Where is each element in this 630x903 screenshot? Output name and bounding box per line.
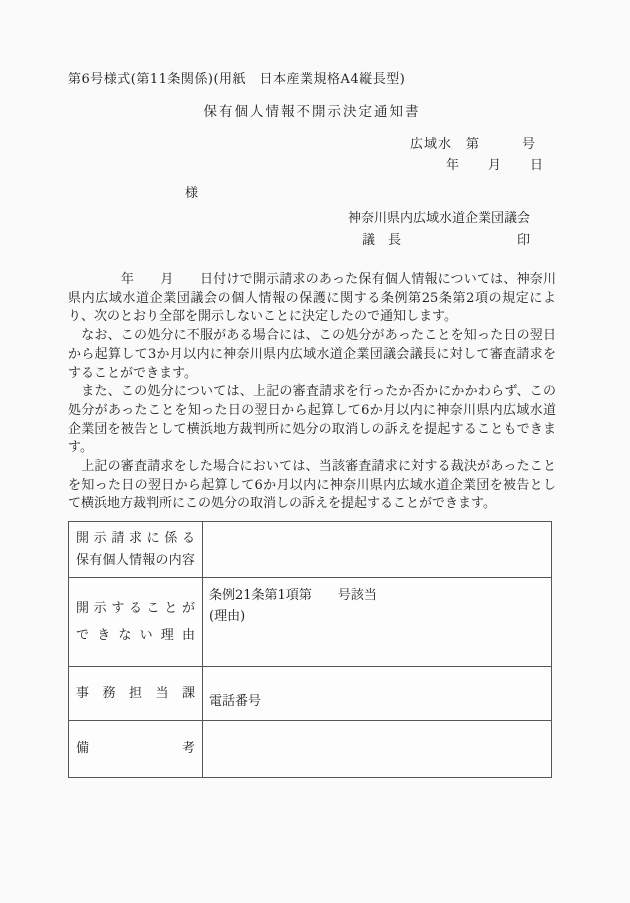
body-paragraph-1: 年 月 日付けで開示請求のあった保有個人情報については、神奈川県内広域水道企業団議会の個人情報の保護に関する条例第25条第2項の規定により、次のとおり全部を開示しないことに決定したので通知します。 bbox=[68, 272, 556, 325]
table-row-request-content bbox=[69, 522, 552, 578]
department-value-cell bbox=[203, 667, 552, 721]
nondisclosure-reason-label-cell bbox=[69, 578, 203, 667]
issuer-organization: 神奈川県内広域水道企業団議会 bbox=[347, 211, 530, 226]
issuer-title: 議 長 bbox=[361, 233, 401, 248]
form-number-line: 第6号様式(第11条関係)(用紙 日本産業規格A4縦長型) bbox=[68, 72, 406, 87]
request-content-label-line1: 開 示 請 求 に 係 る bbox=[76, 530, 195, 546]
remarks-label-cell bbox=[69, 721, 203, 778]
table-row-remarks bbox=[69, 721, 552, 778]
nondisclosure-reason-value-cell bbox=[203, 578, 552, 667]
reason-parenthesis-line: (理由) bbox=[209, 609, 246, 625]
issuer-block bbox=[68, 208, 556, 252]
phone-number-label: 電話番号 bbox=[209, 694, 262, 710]
nondisclosure-reason-label-line1: 開 示 す る こ と が bbox=[76, 600, 195, 616]
ordinance-clause-line: 条例21条第1項第 号該当 bbox=[209, 588, 377, 604]
reference-number-line: 広域水 第 号 bbox=[409, 137, 536, 152]
body-text bbox=[68, 271, 556, 514]
table-row-department bbox=[69, 667, 552, 721]
request-content-label-line2: 保 有 個 人 情 報 の 内 容 bbox=[76, 552, 195, 568]
body-paragraph-4: 上記の審査請求をした場合においては、当該審査請求に対する裁決があったことを知った日の翌日から起算して6か月以内に神奈川県内広域水道企業団を被告として横浜地方裁判所にこの処分の取消しの訴えを提起することができます。 bbox=[68, 459, 556, 512]
document-title: 保有個人情報不開示決定通知書 bbox=[203, 104, 421, 120]
addressee-honorific: 様 bbox=[185, 186, 199, 201]
body-paragraph-3: また、この処分については、上記の審査請求を行ったか否かにかかわらず、この処分があったことを知った日の翌日から起算して6か月以内に神奈川県内広域水道企業団を被告として横浜地方裁判所に処分の取消しの訴えを提起することもできます。 bbox=[68, 384, 556, 456]
department-label-cell bbox=[69, 667, 203, 721]
remarks-value-cell bbox=[203, 721, 552, 778]
body-paragraph-2: なお、この処分に不服がある場合には、この処分があったことを知った日の翌日から起算して3か月以内に神奈川県内広域水道企業団議会議長に対して審査請求をすることができます。 bbox=[68, 328, 556, 381]
notice-detail-table bbox=[68, 521, 552, 778]
issuer-seal-mark: 印 bbox=[516, 233, 530, 248]
nondisclosure-reason-label-line2: で き な い 理 由 bbox=[76, 627, 195, 643]
reference-block bbox=[68, 134, 556, 176]
department-label: 事 務 担 当 課 bbox=[76, 685, 195, 701]
date-line: 年 月 日 bbox=[445, 158, 544, 173]
request-content-value-cell bbox=[203, 522, 552, 578]
table-row-nondisclosure-reason bbox=[69, 578, 552, 667]
remarks-label: 備 考 bbox=[76, 741, 195, 757]
addressee-line bbox=[68, 185, 556, 203]
request-content-label-cell bbox=[69, 522, 203, 578]
